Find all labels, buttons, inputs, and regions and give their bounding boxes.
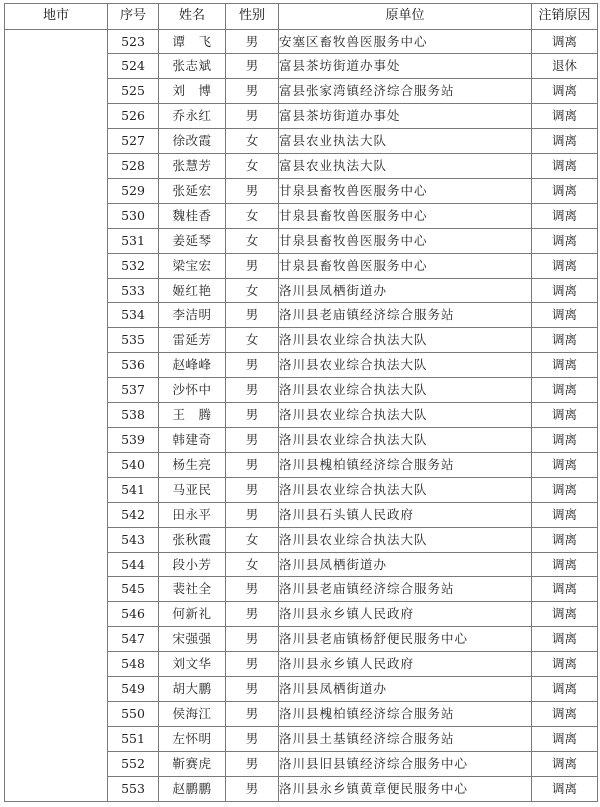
row-original-unit: 洛川县老庙镇经济综合服务站 xyxy=(279,303,532,328)
row-original-unit: 甘泉县畜牧兽医服务中心 xyxy=(279,203,532,228)
row-name: 张秋霞 xyxy=(159,527,226,552)
row-name: 徐改霞 xyxy=(159,129,226,154)
row-original-unit: 富县茶坊街道办事处 xyxy=(279,54,532,79)
row-cancel-reason: 调离 xyxy=(532,29,598,54)
row-gender: 男 xyxy=(226,776,279,801)
row-number: 537 xyxy=(108,378,159,403)
row-number: 535 xyxy=(108,328,159,353)
row-number: 532 xyxy=(108,253,159,278)
row-original-unit: 洛川县旧县镇经济综合服务中心 xyxy=(279,751,532,776)
row-name: 张延宏 xyxy=(159,178,226,203)
row-number: 528 xyxy=(108,154,159,179)
row-cancel-reason: 调离 xyxy=(532,452,598,477)
row-gender: 女 xyxy=(226,278,279,303)
row-gender: 女 xyxy=(226,328,279,353)
row-original-unit: 富县农业执法大队 xyxy=(279,129,532,154)
row-original-unit: 富县张家湾镇经济综合服务站 xyxy=(279,79,532,104)
row-number: 539 xyxy=(108,428,159,453)
row-gender: 男 xyxy=(226,577,279,602)
row-name: 侯海江 xyxy=(159,701,226,726)
row-number: 538 xyxy=(108,403,159,428)
row-gender: 男 xyxy=(226,502,279,527)
row-original-unit: 洛川县农业综合执法大队 xyxy=(279,527,532,552)
row-number: 542 xyxy=(108,502,159,527)
row-name: 李洁明 xyxy=(159,303,226,328)
row-cancel-reason: 调离 xyxy=(532,253,598,278)
row-number: 551 xyxy=(108,726,159,751)
row-gender: 女 xyxy=(226,154,279,179)
row-name: 刘 博 xyxy=(159,79,226,104)
row-number: 541 xyxy=(108,477,159,502)
row-number: 526 xyxy=(108,104,159,129)
table-row xyxy=(5,29,598,54)
row-original-unit: 安塞区畜牧兽医服务中心 xyxy=(279,29,532,54)
row-original-unit: 洛川县永乡镇人民政府 xyxy=(279,652,532,677)
row-cancel-reason: 调离 xyxy=(532,328,598,353)
row-gender: 女 xyxy=(226,228,279,253)
row-name: 裴社全 xyxy=(159,577,226,602)
row-cancel-reason: 调离 xyxy=(532,502,598,527)
row-original-unit: 洛川县凤栖街道办 xyxy=(279,677,532,702)
row-number: 523 xyxy=(108,29,159,54)
row-original-unit: 洛川县凤栖街道办 xyxy=(279,552,532,577)
row-number: 545 xyxy=(108,577,159,602)
cancellation-table xyxy=(4,3,598,802)
row-original-unit: 洛川县农业综合执法大队 xyxy=(279,378,532,403)
row-original-unit: 洛川县石头镇人民政府 xyxy=(279,502,532,527)
row-cancel-reason: 调离 xyxy=(532,403,598,428)
row-cancel-reason: 调离 xyxy=(532,278,598,303)
row-gender: 男 xyxy=(226,677,279,702)
row-gender: 男 xyxy=(226,29,279,54)
row-number: 536 xyxy=(108,353,159,378)
row-gender: 女 xyxy=(226,129,279,154)
row-original-unit: 富县茶坊街道办事处 xyxy=(279,104,532,129)
row-number: 548 xyxy=(108,652,159,677)
row-original-unit: 洛川县老庙镇杨舒便民服务中心 xyxy=(279,627,532,652)
header-row xyxy=(5,4,598,30)
row-gender: 女 xyxy=(226,552,279,577)
row-name: 沙怀中 xyxy=(159,378,226,403)
row-gender: 男 xyxy=(226,602,279,627)
row-gender: 男 xyxy=(226,178,279,203)
row-name: 田永平 xyxy=(159,502,226,527)
row-original-unit: 洛川县槐柏镇经济综合服务站 xyxy=(279,452,532,477)
row-cancel-reason: 调离 xyxy=(532,726,598,751)
row-name: 韩建奇 xyxy=(159,428,226,453)
row-original-unit: 洛川县农业综合执法大队 xyxy=(279,328,532,353)
row-gender: 男 xyxy=(226,303,279,328)
row-name: 谭 飞 xyxy=(159,29,226,54)
row-name: 靳赛虎 xyxy=(159,751,226,776)
row-number: 549 xyxy=(108,677,159,702)
row-number: 553 xyxy=(108,776,159,801)
header-original-unit: 原单位 xyxy=(279,4,532,30)
row-name: 左怀明 xyxy=(159,726,226,751)
row-number: 527 xyxy=(108,129,159,154)
row-number: 544 xyxy=(108,552,159,577)
row-name: 宋强强 xyxy=(159,627,226,652)
row-original-unit: 甘泉县畜牧兽医服务中心 xyxy=(279,228,532,253)
row-gender: 男 xyxy=(226,104,279,129)
row-gender: 女 xyxy=(226,203,279,228)
row-original-unit: 洛川县农业综合执法大队 xyxy=(279,477,532,502)
row-number: 534 xyxy=(108,303,159,328)
header-city: 地市 xyxy=(5,4,108,30)
row-number: 533 xyxy=(108,278,159,303)
row-original-unit: 洛川县农业综合执法大队 xyxy=(279,353,532,378)
row-name: 段小芳 xyxy=(159,552,226,577)
header-gender: 性别 xyxy=(226,4,279,30)
row-number: 531 xyxy=(108,228,159,253)
row-original-unit: 洛川县农业综合执法大队 xyxy=(279,403,532,428)
row-cancel-reason: 调离 xyxy=(532,303,598,328)
row-name: 张慧芳 xyxy=(159,154,226,179)
city-cell xyxy=(5,29,108,801)
row-name: 梁宝宏 xyxy=(159,253,226,278)
header-cancel-reason: 注销原因 xyxy=(532,4,598,30)
row-gender: 女 xyxy=(226,527,279,552)
row-original-unit: 洛川县老庙镇经济综合服务站 xyxy=(279,577,532,602)
row-cancel-reason: 调离 xyxy=(532,527,598,552)
row-gender: 男 xyxy=(226,403,279,428)
row-name: 姬红艳 xyxy=(159,278,226,303)
row-number: 547 xyxy=(108,627,159,652)
row-original-unit: 洛川县永乡镇人民政府 xyxy=(279,602,532,627)
row-name: 胡大鹏 xyxy=(159,677,226,702)
row-cancel-reason: 退休 xyxy=(532,54,598,79)
row-number: 525 xyxy=(108,79,159,104)
row-cancel-reason: 调离 xyxy=(532,154,598,179)
row-gender: 男 xyxy=(226,701,279,726)
row-name: 张志斌 xyxy=(159,54,226,79)
row-cancel-reason: 调离 xyxy=(532,552,598,577)
row-cancel-reason: 调离 xyxy=(532,602,598,627)
row-name: 魏桂香 xyxy=(159,203,226,228)
row-original-unit: 洛川县农业综合执法大队 xyxy=(279,428,532,453)
row-number: 540 xyxy=(108,452,159,477)
row-gender: 男 xyxy=(226,378,279,403)
row-gender: 男 xyxy=(226,652,279,677)
row-name: 马亚民 xyxy=(159,477,226,502)
row-name: 赵鹏鹏 xyxy=(159,776,226,801)
row-original-unit: 甘泉县畜牧兽医服务中心 xyxy=(279,253,532,278)
row-gender: 男 xyxy=(226,79,279,104)
row-gender: 男 xyxy=(226,428,279,453)
row-gender: 男 xyxy=(226,452,279,477)
row-name: 何新礼 xyxy=(159,602,226,627)
row-cancel-reason: 调离 xyxy=(532,178,598,203)
row-gender: 男 xyxy=(226,477,279,502)
row-number: 550 xyxy=(108,701,159,726)
row-cancel-reason: 调离 xyxy=(532,428,598,453)
row-cancel-reason: 调离 xyxy=(532,652,598,677)
row-cancel-reason: 调离 xyxy=(532,627,598,652)
row-cancel-reason: 调离 xyxy=(532,677,598,702)
row-name: 杨生亮 xyxy=(159,452,226,477)
row-original-unit: 洛川县永乡镇黄章便民服务中心 xyxy=(279,776,532,801)
row-gender: 男 xyxy=(226,751,279,776)
row-gender: 男 xyxy=(226,253,279,278)
row-original-unit: 富县农业执法大队 xyxy=(279,154,532,179)
row-cancel-reason: 调离 xyxy=(532,104,598,129)
header-number: 序号 xyxy=(108,4,159,30)
row-cancel-reason: 调离 xyxy=(532,776,598,801)
row-original-unit: 甘泉县畜牧兽医服务中心 xyxy=(279,178,532,203)
row-name: 刘文华 xyxy=(159,652,226,677)
row-cancel-reason: 调离 xyxy=(532,751,598,776)
table-body xyxy=(5,29,598,801)
row-cancel-reason: 调离 xyxy=(532,79,598,104)
row-cancel-reason: 调离 xyxy=(532,378,598,403)
row-gender: 男 xyxy=(226,627,279,652)
row-cancel-reason: 调离 xyxy=(532,701,598,726)
row-gender: 男 xyxy=(226,54,279,79)
row-name: 姜延琴 xyxy=(159,228,226,253)
row-number: 529 xyxy=(108,178,159,203)
row-original-unit: 洛川县凤栖街道办 xyxy=(279,278,532,303)
row-name: 赵峰峰 xyxy=(159,353,226,378)
row-cancel-reason: 调离 xyxy=(532,228,598,253)
row-gender: 男 xyxy=(226,353,279,378)
row-original-unit: 洛川县土基镇经济综合服务站 xyxy=(279,726,532,751)
row-cancel-reason: 调离 xyxy=(532,129,598,154)
row-cancel-reason: 调离 xyxy=(532,203,598,228)
row-number: 546 xyxy=(108,602,159,627)
row-number: 524 xyxy=(108,54,159,79)
row-number: 530 xyxy=(108,203,159,228)
row-cancel-reason: 调离 xyxy=(532,353,598,378)
row-cancel-reason: 调离 xyxy=(532,477,598,502)
row-number: 552 xyxy=(108,751,159,776)
row-original-unit: 洛川县槐柏镇经济综合服务站 xyxy=(279,701,532,726)
row-name: 雷延芳 xyxy=(159,328,226,353)
row-name: 乔永红 xyxy=(159,104,226,129)
header-name: 姓名 xyxy=(159,4,226,30)
row-cancel-reason: 调离 xyxy=(532,577,598,602)
row-gender: 男 xyxy=(226,726,279,751)
row-name: 王 腾 xyxy=(159,403,226,428)
row-number: 543 xyxy=(108,527,159,552)
